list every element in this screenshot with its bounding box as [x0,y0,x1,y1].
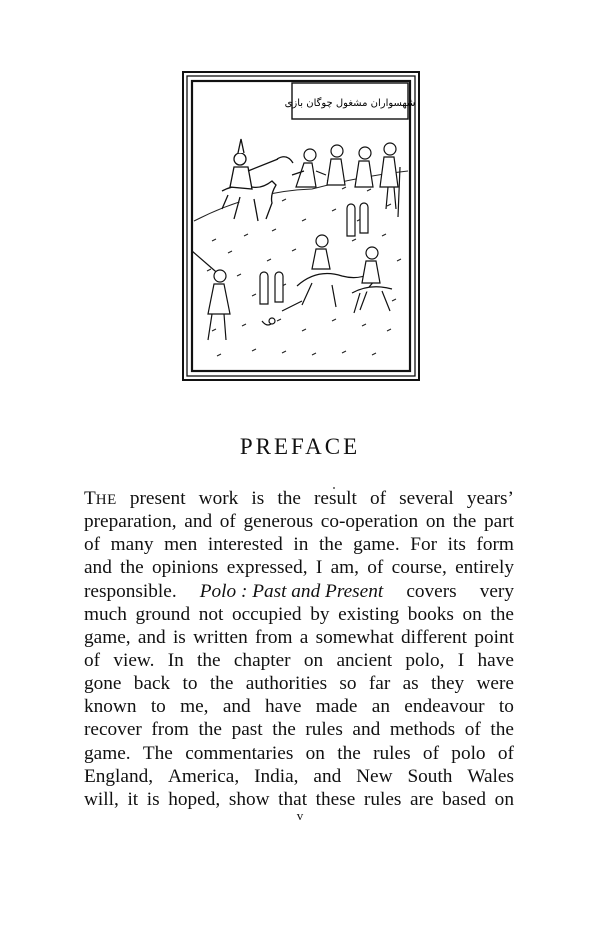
word: a [299,626,309,648]
word: somewhat [315,626,394,648]
word: as [402,673,419,695]
word: many [110,534,154,556]
word: New [356,765,393,787]
word: I [315,557,323,579]
word: are [410,788,434,810]
word: present [129,488,186,509]
word: an [371,696,390,718]
word: of [84,649,101,671]
word: is [172,626,186,648]
text-line [84,695,514,718]
word: part [484,511,514,533]
word: by [310,603,330,625]
word: ground [135,603,191,625]
small-caps-word: THE [84,488,117,509]
text-line [84,649,514,672]
word: on [303,649,324,671]
word: responsible. [84,580,177,602]
word: the [198,719,222,741]
word: and [352,719,381,741]
word: the [277,488,301,509]
word: much [84,603,127,625]
word: and [84,557,112,579]
word: far [368,673,391,695]
word: it [127,788,139,810]
word: in [293,534,309,556]
word: work [198,488,239,509]
word: The [142,742,173,764]
text-line [84,510,514,533]
word: the [337,742,361,764]
word: gone [84,673,122,695]
word: the [209,673,234,695]
frontispiece-illustration [182,71,420,381]
word: existing [338,603,400,625]
word: years’ [466,488,514,509]
word: commentaries [185,742,294,764]
word: on [494,788,514,810]
word: made [315,696,358,718]
word: and [184,511,213,533]
word: expressed, [226,557,308,579]
word: will, [84,788,119,810]
word: generous [243,511,314,533]
word: and [313,765,342,787]
word: past [231,719,263,741]
word: England, [84,765,154,787]
word: co-operation [320,511,419,533]
preface-body [84,487,514,811]
word: South [407,765,453,787]
text-line [84,487,514,510]
word: have [477,649,514,671]
word: entirely [455,557,514,579]
word: is [146,788,160,810]
word: of [367,557,384,579]
word: so [339,673,357,695]
polo-players-illustration [182,71,420,381]
word: interested [207,534,283,556]
word: of [219,511,236,533]
word: were [476,673,514,695]
word: recover [84,719,142,741]
word: of [464,719,481,741]
word: the [318,534,343,556]
text-line [84,556,514,579]
word: authorities [245,673,328,695]
word: preparation, [84,511,177,533]
word: based [442,788,487,810]
word: on [305,742,325,764]
word: rules [305,719,343,741]
word: the [272,719,296,741]
word: game. [353,534,400,556]
word: polo, [405,649,445,671]
word: For [410,534,438,556]
word: have [264,696,302,718]
word: to [498,696,514,718]
page-title: PREFACE [239,434,361,459]
word: on [425,511,446,533]
word: the [120,557,144,579]
word: the [490,719,514,741]
word: game. [84,742,131,764]
word: show [228,788,270,810]
word: on [462,603,482,625]
text-line [84,603,514,626]
word: Wales [467,765,514,787]
word: opinions [152,557,219,579]
word: course, [391,557,447,579]
text-line [84,672,514,695]
word: occupied [231,603,302,625]
text-line [84,718,514,741]
word: they [430,673,465,695]
word: rules [373,742,411,764]
word: India, [254,765,299,787]
text-line [84,580,514,603]
word: polo [451,742,486,764]
word: known [84,696,137,718]
word: point [474,626,514,648]
word: methods [389,719,456,741]
word: that [278,788,308,810]
word: not [198,603,224,625]
word: form [476,534,514,556]
book-title: Polo : Past and Present [199,580,384,602]
word: to [150,696,166,718]
word: me, [180,696,209,718]
word: In [167,649,184,671]
page-number: v [296,808,304,823]
text-line [84,533,514,556]
word: covers [406,580,457,602]
word: is [251,488,265,509]
word: of [84,534,101,556]
word: and [137,626,166,648]
text-line [84,765,514,788]
word: the [490,603,514,625]
word: to [182,673,198,695]
word: chapter [233,649,291,671]
word: the [197,649,221,671]
word: result [314,488,357,509]
illustration-caption: شهسواران مشغول چوگان بازی [284,98,416,109]
word: different [401,626,468,648]
text-line [84,626,514,649]
word: ancient [336,649,393,671]
word: of [497,742,514,764]
word: of [422,742,439,764]
word: hoped, [168,788,221,810]
word: from [254,626,293,648]
word: books [407,603,454,625]
word: very [479,580,514,602]
word: endeavour [404,696,485,718]
word: the [452,511,477,533]
word: am, [330,557,359,579]
word: back [133,673,171,695]
word: written [193,626,248,648]
word: its [447,534,466,556]
word: I [457,649,465,671]
word: view. [113,649,155,671]
word: game, [84,626,131,648]
text-line [84,742,514,765]
word: of [369,488,387,509]
word: men [164,534,198,556]
word: these [315,788,356,810]
word: America, [167,765,240,787]
word: and [222,696,251,718]
word: rules [363,788,402,810]
word: from [151,719,189,741]
word: several [399,488,454,509]
